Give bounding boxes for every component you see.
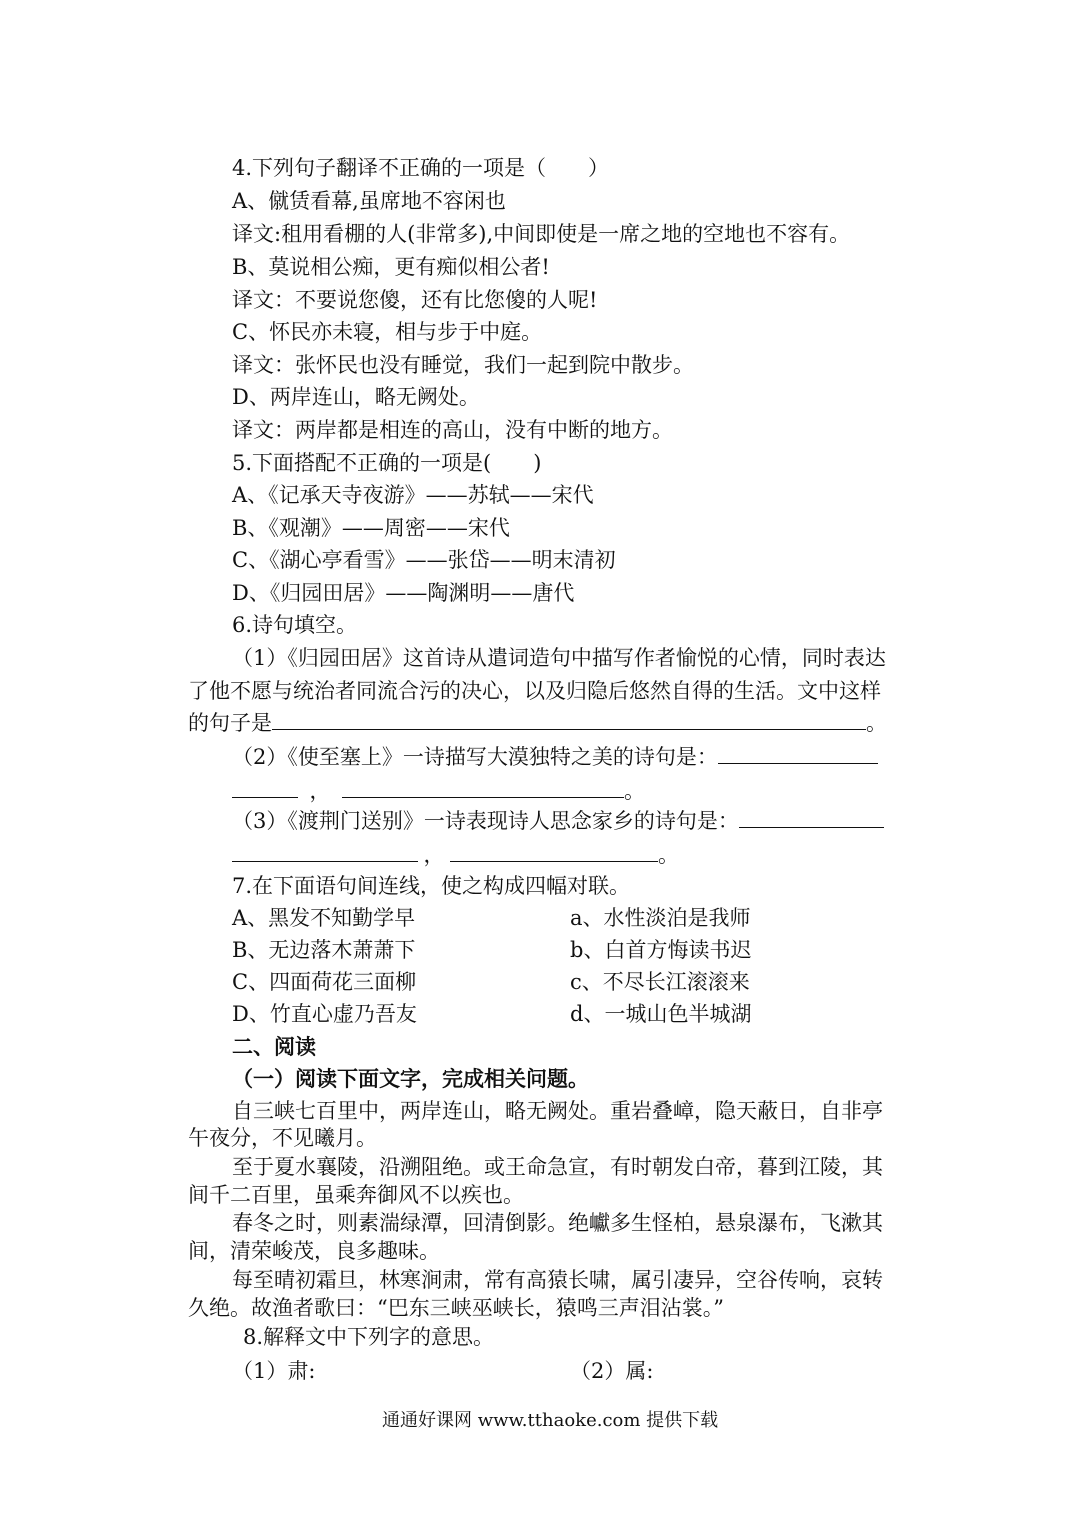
q6-part2-answer-blank-1[interactable] (718, 745, 878, 764)
q7-right-item: d、一城山色半城湖 (570, 1002, 752, 1026)
q6-part3-comma: ， (423, 843, 445, 867)
q6-part2-prefix: （2）《使至塞上》一诗描写大漠独特之美的诗句是： (232, 745, 718, 769)
q4-stem: 4.下列句子翻译不正确的一项是（ ） (232, 156, 610, 180)
q4-option-a: A、僦赁看幕,虽席地不容闲也 (232, 189, 506, 213)
q5-option-d: D、《归园田居》——陶渊明——唐代 (232, 581, 575, 605)
q6-part2-answer-blank-2[interactable] (232, 779, 298, 798)
passage-p1-line2: 午夜分，不见曦月。 (188, 1126, 377, 1150)
q5-stem: 5.下面搭配不正确的一项是( ) (232, 451, 542, 475)
page-footer: 通通好课网 www.tthaoke.com 提供下载 (382, 1410, 719, 1431)
q7-left-item: D、竹直心虚乃吾友 (232, 1002, 417, 1026)
q7-left-item: B、无边落木萧萧下 (232, 938, 416, 962)
q6-part3-answer-blank-3[interactable] (450, 843, 658, 862)
q7-left-item: A、黑发不知勤学早 (232, 906, 416, 930)
q6-part1-line1: （1）《归园田居》这首诗从遣词造句中描写作者愉悦的心情，同时表达 (232, 646, 886, 670)
passage-p3-line2: 间，清荣峻茂，良多趣味。 (188, 1239, 440, 1263)
passage-p4-line2: 久绝。故渔者歌曰：“巴东三峡巫峡长，猿鸣三声泪沾裳。” (188, 1296, 724, 1320)
q6-part3-line1 (232, 808, 884, 834)
q6-part3-line2 (232, 842, 679, 868)
section2-heading: 二、阅读 (232, 1034, 316, 1059)
q6-part1-line3 (188, 710, 887, 736)
q4-option-d-translation: 译文：两岸都是相连的高山，没有中断的地方。 (232, 418, 673, 442)
passage-p3-line1: 春冬之时，则素湍绿潭，回清倒影。绝巘多生怪柏，悬泉瀑布，飞漱其 (232, 1211, 883, 1235)
q7-right-item: b、白首方悔读书迟 (570, 938, 752, 962)
q7-left-item: C、四面荷花三面柳 (232, 970, 417, 994)
q4-option-b-translation: 译文：不要说您傻，还有比您傻的人呢! (232, 288, 598, 312)
q5-option-a: A、《记承天寺夜游》——苏轼——宋代 (232, 483, 594, 507)
q6-part1-end: 。 (866, 711, 887, 735)
q4-option-b: B、莫说相公痴，更有痴似相公者! (232, 255, 550, 279)
q5-option-c: C、《湖心亭看雪》——张岱——明末清初 (232, 548, 616, 572)
q5-option-b: B、《观潮》——周密——宋代 (232, 516, 510, 540)
q6-part3-prefix: （3）《渡荆门送别》一诗表现诗人思念家乡的诗句是： (232, 809, 739, 833)
q6-part2-line2 (232, 778, 645, 804)
q4-option-a-translation: 译文:租用看棚的人(非常多),中间即使是一席之地的空地也不容有。 (232, 222, 851, 246)
q7-stem: 7.在下面语句间连线，使之构成四幅对联。 (232, 874, 631, 898)
section2-subheading: （一）阅读下面文字，完成相关问题。 (232, 1066, 589, 1091)
q6-part3-answer-blank-2[interactable] (232, 843, 418, 862)
q6-part1-answer-blank[interactable] (272, 711, 866, 730)
q6-part2-line1 (232, 744, 878, 770)
q6-part3-end: 。 (658, 843, 679, 867)
q4-option-c-translation: 译文：张怀民也没有睡觉，我们一起到院中散步。 (232, 353, 694, 377)
q6-part2-end: 。 (624, 779, 645, 803)
passage-p1-line1: 自三峡七百里中，两岸连山，略无阙处。重岩叠嶂，隐天蔽日，自非亭 (232, 1099, 883, 1123)
q4-option-d: D、两岸连山，略无阙处。 (232, 385, 480, 409)
passage-p2-line1: 至于夏水襄陵，沿溯阻绝。或王命急宣，有时朝发白帝，暮到江陵，其 (232, 1155, 883, 1179)
q8-item-1: （1）肃: (232, 1359, 316, 1383)
q8-item-2: （2）属: (570, 1359, 654, 1383)
q4-option-c: C、怀民亦未寝，相与步于中庭。 (232, 320, 543, 344)
q6-part1-prefix: 的句子是 (188, 711, 272, 735)
q6-part1-line2: 了他不愿与统治者同流合污的决心，以及归隐后悠然自得的生活。文中这样 (188, 679, 881, 703)
q6-stem: 6.诗句填空。 (232, 613, 358, 637)
passage-p4-line1: 每至晴初霜旦，林寒涧肃，常有高猿长啸，属引凄异，空谷传响，哀转 (232, 1268, 883, 1292)
q7-right-item: c、不尽长江滚滚来 (570, 970, 750, 994)
q6-part3-answer-blank-1[interactable] (739, 809, 884, 828)
q6-part2-answer-blank-3[interactable] (342, 779, 624, 798)
q7-right-item: a、水性淡泊是我师 (570, 906, 751, 930)
q8-stem: 8.解释文中下列字的意思。 (243, 1325, 495, 1349)
q6-part2-comma: ， (309, 779, 331, 803)
passage-p2-line2: 间千二百里，虽乘奔御风不以疾也。 (188, 1183, 524, 1207)
